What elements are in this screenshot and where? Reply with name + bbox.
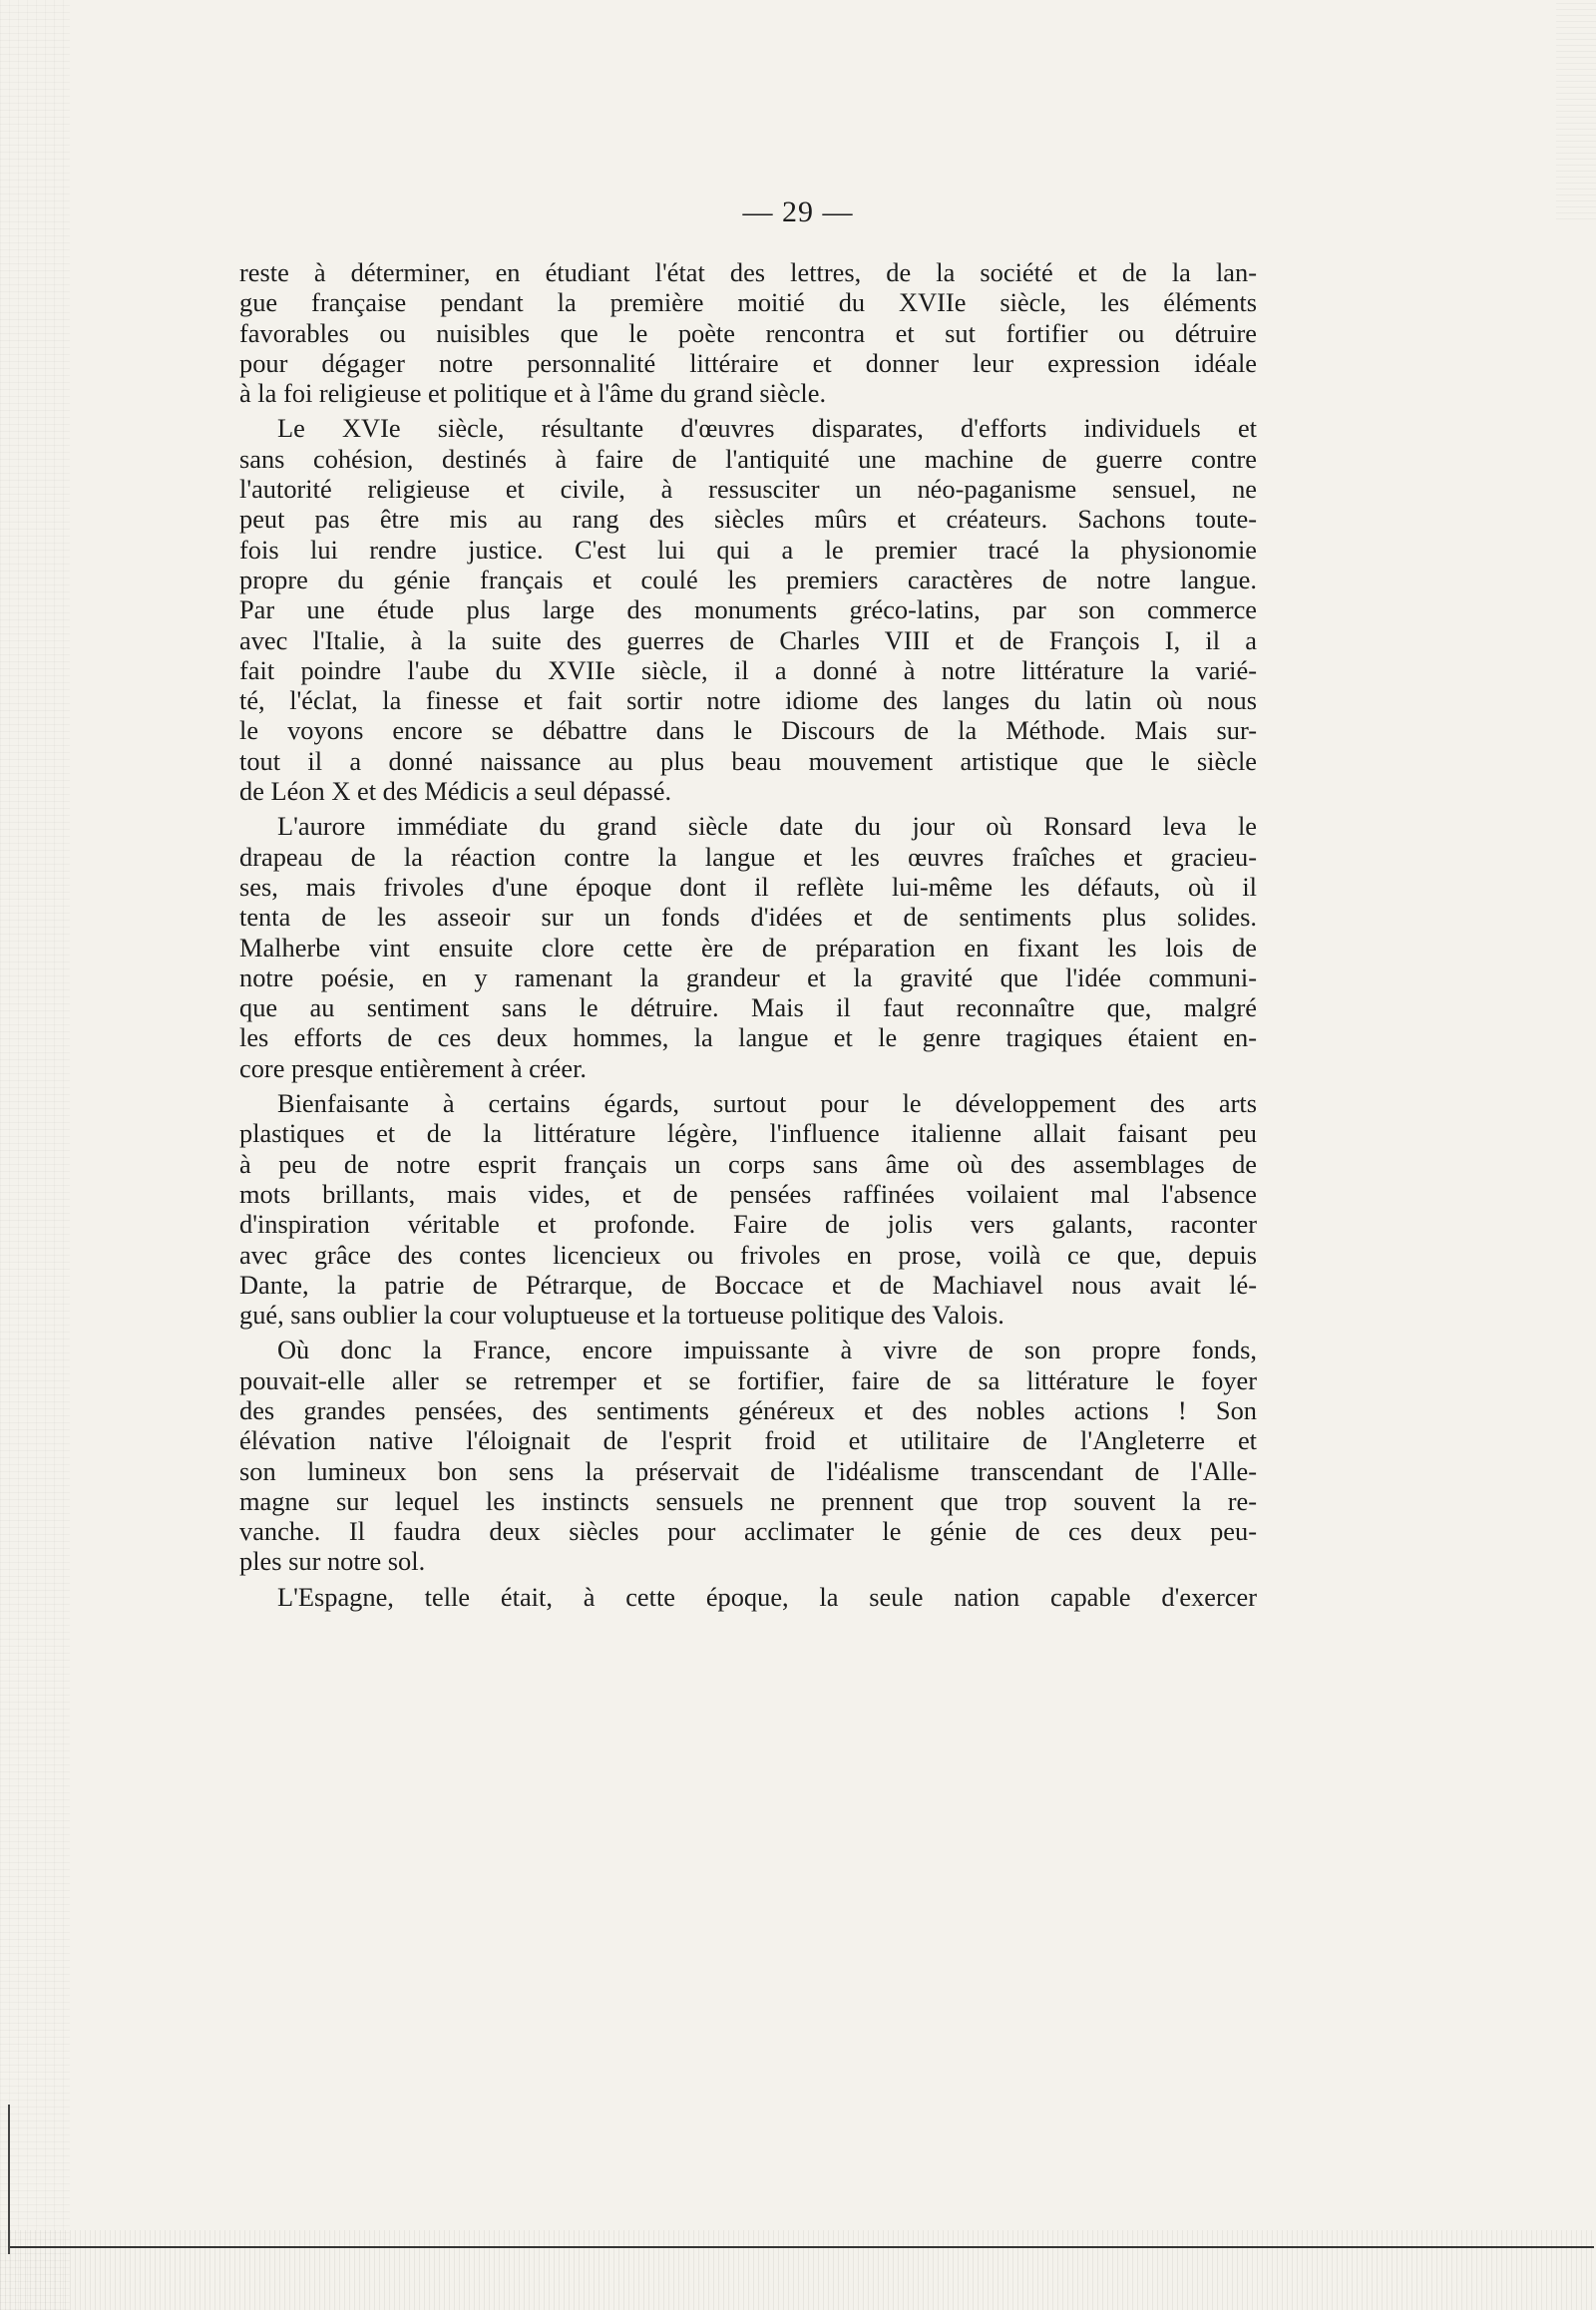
text-line: tenta de les asseoir sur un fonds d'idées et de sentiments plus solides. bbox=[239, 902, 1257, 933]
scan-noise-bottom bbox=[0, 2230, 1596, 2310]
paragraph bbox=[239, 1335, 1257, 1576]
text-line: ses, mais frivoles d'une époque dont il reflète lui-même les défauts, où il bbox=[239, 871, 1257, 902]
page-edge-line-vertical bbox=[8, 2105, 10, 2254]
text-line: sans cohésion, destinés à faire de l'antiquité une machine de guerre contre bbox=[239, 443, 1257, 474]
text-line: té, l'éclat, la finesse et fait sortir notre idiome des langes du latin où nous bbox=[239, 685, 1257, 716]
text-line: gué, sans oublier la cour voluptueuse et la tortueuse politique des Valois. bbox=[239, 1300, 1004, 1331]
text-line: des grandes pensées, des sentiments généreux et des nobles actions ! Son bbox=[239, 1394, 1257, 1425]
text-line: de Léon X et des Médicis a seul dépassé. bbox=[239, 776, 672, 807]
text-line: d'inspiration véritable et profonde. Faire de jolis vers galants, raconter bbox=[239, 1209, 1257, 1240]
text-line: Dante, la patrie de Pétrarque, de Boccace et de Machiavel nous avait lé- bbox=[239, 1269, 1257, 1300]
text-line: drapeau de la réaction contre la langue et les œuvres fraîches et gracieu- bbox=[239, 841, 1257, 872]
text-line: reste à déterminer, en étudiant l'état des lettres, de la société et de la lan- bbox=[239, 257, 1257, 287]
paragraph bbox=[239, 811, 1257, 1083]
paragraph bbox=[239, 257, 1257, 408]
text-line: Malherbe vint ensuite clore cette ère de préparation en fixant les lois de bbox=[239, 932, 1257, 962]
text-line: avec grâce des contes licencieux ou frivoles en prose, voilà ce que, depuis bbox=[239, 1239, 1257, 1270]
text-line: gue française pendant la première moitié du XVIIe siècle, les éléments bbox=[239, 287, 1257, 318]
text-line: pouvait-elle aller se retremper et se fortifier, faire de sa littérature le foyer bbox=[239, 1364, 1257, 1395]
text-line: Où donc la France, encore impuissante à vivre de son propre fonds, bbox=[277, 1335, 1257, 1365]
text-line: core presque entièrement à créer. bbox=[239, 1052, 588, 1083]
text-line: fait poindre l'aube du XVIIe siècle, il a donné à notre littérature la varié- bbox=[239, 654, 1257, 685]
text-line: tout il a donné naissance au plus beau mouvement artistique que le siècle bbox=[239, 745, 1257, 776]
paragraph bbox=[239, 413, 1257, 806]
text-line: L'aurore immédiate du grand siècle date du jour où Ronsard leva le bbox=[277, 811, 1257, 842]
paragraph bbox=[239, 1582, 1257, 1612]
paragraph bbox=[239, 1088, 1257, 1330]
text-line: Le XVIe siècle, résultante d'œuvres disparates, d'efforts individuels et bbox=[277, 413, 1257, 444]
text-line: peut pas être mis au rang des siècles mûrs et créateurs. Sachons toute- bbox=[239, 504, 1257, 535]
text-line: propre du génie français et coulé les premiers caractères de notre langue. bbox=[239, 564, 1257, 594]
text-line: à peu de notre esprit français un corps sans âme où des assemblages de bbox=[239, 1148, 1257, 1179]
text-line: ples sur notre sol. bbox=[239, 1546, 426, 1577]
body-text bbox=[239, 257, 1257, 1612]
scan-noise-left bbox=[0, 0, 70, 2310]
text-line: à la foi religieuse et politique et à l'âme du grand siècle. bbox=[239, 378, 827, 409]
text-line: élévation native l'éloignait de l'esprit froid et utilitaire de l'Angleterre et bbox=[239, 1425, 1257, 1456]
text-line: plastiques et de la littérature légère, l'influence italienne allait faisant peu bbox=[239, 1118, 1257, 1149]
text-line: les efforts de ces deux hommes, la langue et le genre tragiques étaient en- bbox=[239, 1022, 1257, 1053]
text-line: mots brillants, mais vides, et de pensées raffinées voilaient mal l'absence bbox=[239, 1178, 1257, 1209]
text-line: L'Espagne, telle était, à cette époque, la seule nation capable d'exercer bbox=[277, 1581, 1257, 1612]
page-number: — 29 — bbox=[742, 195, 854, 228]
text-line: magne sur lequel les instincts sensuels ne prennent que trop souvent la re- bbox=[239, 1485, 1257, 1516]
text-line: Bienfaisante à certains égards, surtout pour le développement des arts bbox=[277, 1088, 1257, 1119]
text-line: Par une étude plus large des monuments gréco-latins, par son commerce bbox=[239, 594, 1257, 625]
text-line: vanche. Il faudra deux siècles pour acclimater le génie de ces deux peu- bbox=[239, 1516, 1257, 1547]
text-line: fois lui rendre justice. C'est lui qui a le premier tracé la physionomie bbox=[239, 534, 1257, 565]
text-line: favorables ou nuisibles que le poète rencontra et sut fortifier ou détruire bbox=[239, 317, 1257, 348]
text-line: son lumineux bon sens la préservait de l'idéalisme transcendant de l'Alle- bbox=[239, 1455, 1257, 1486]
text-line: pour dégager notre personnalité littéraire et donner leur expression idéale bbox=[239, 347, 1257, 378]
text-line: avec l'Italie, à la suite des guerres de Charles VIII et de François I, il a bbox=[239, 624, 1257, 655]
text-line: que au sentiment sans le détruire. Mais il faut reconnaître que, malgré bbox=[239, 992, 1257, 1023]
text-line: notre poésie, en y ramenant la grandeur et la gravité que l'idée communi- bbox=[239, 962, 1257, 992]
text-line: le voyons encore se débattre dans le Discours de la Méthode. Mais sur- bbox=[239, 715, 1257, 746]
scan-noise-right bbox=[1556, 0, 1596, 219]
text-line: l'autorité religieuse et civile, à ressusciter un néo-paganisme sensuel, ne bbox=[239, 474, 1257, 505]
page-edge-line bbox=[8, 2246, 1594, 2248]
